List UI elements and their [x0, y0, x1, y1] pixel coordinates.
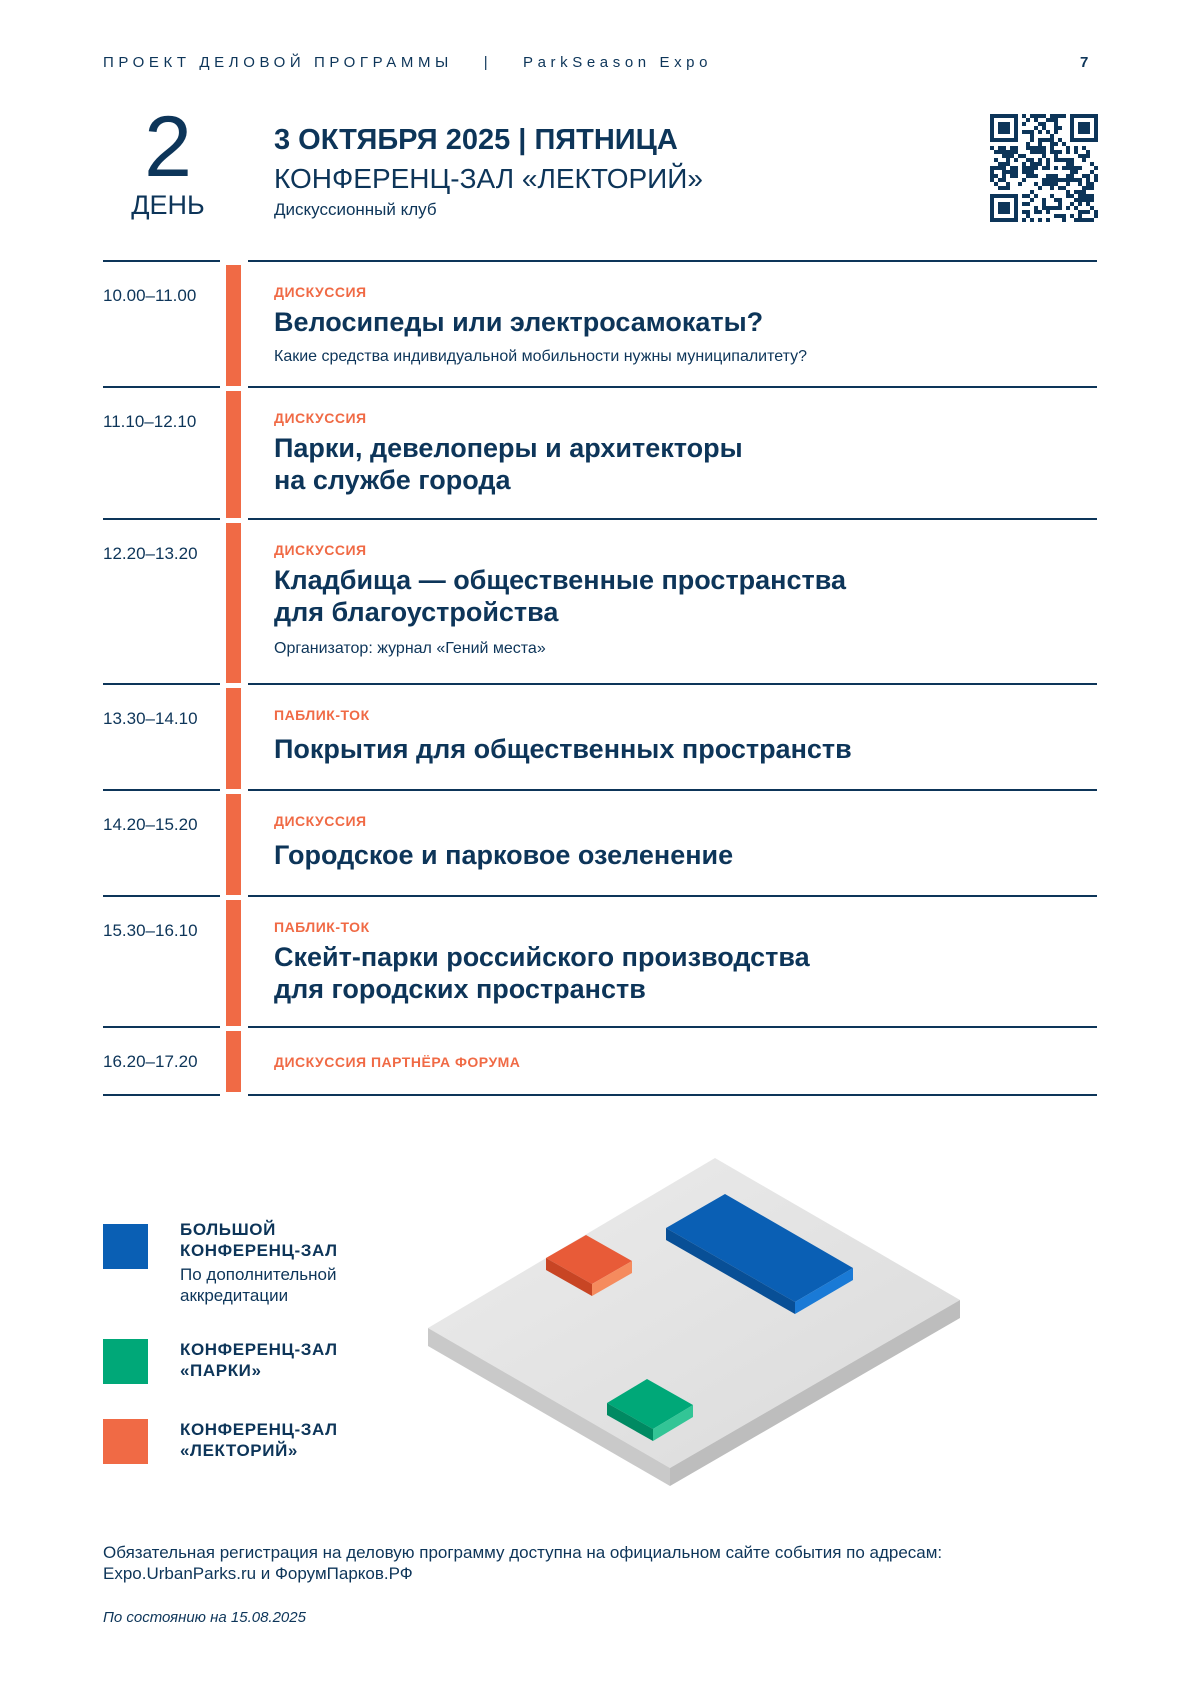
session-title: Велосипеды или электросамокаты? — [274, 307, 764, 337]
row-rule — [248, 683, 1097, 685]
legend-note-line: По дополнительной — [180, 1265, 337, 1284]
row-rule — [103, 386, 220, 388]
session-title — [274, 564, 1074, 628]
hall-title: КОНФЕРЕНЦ-ЗАЛ «ЛЕКТОРИЙ» — [274, 163, 703, 194]
accent-bar — [226, 523, 241, 683]
registration-line: Обязательная регистрация на деловую программу доступна на официальном сайте события по адресам: — [103, 1543, 943, 1562]
session-title-line: Парки, девелоперы и архитекторы — [274, 433, 743, 463]
session-title-line: Скейт-парки российского производства — [274, 942, 810, 972]
row-rule — [103, 260, 220, 262]
session-time: 15.30–16.10 — [103, 921, 198, 940]
session-title: Городское и парковое озеленение — [274, 840, 734, 870]
legend-label-line: КОНФЕРЕНЦ-ЗАЛ — [180, 1241, 338, 1260]
running-header — [103, 54, 712, 71]
legend-swatch-green — [103, 1339, 148, 1384]
row-rule — [248, 1026, 1097, 1028]
legend-swatch-orange — [103, 1419, 148, 1464]
row-rule — [103, 683, 220, 685]
legend-label-line: КОНФЕРЕНЦ-ЗАЛ — [180, 1420, 338, 1439]
session-tag: ПАБЛИК-ТОК — [274, 919, 370, 935]
session-time: 11.10–12.10 — [103, 412, 197, 431]
session-tag: ДИСКУССИЯ — [274, 284, 367, 300]
legend-label-parks — [180, 1339, 338, 1381]
qr-code — [990, 114, 1098, 222]
legend-label-lectorium — [180, 1419, 338, 1461]
session-title — [274, 941, 1074, 1005]
session-title-line: для городских пространств — [274, 974, 646, 1004]
session-time: 16.20–17.20 — [103, 1052, 198, 1071]
accent-bar — [226, 265, 241, 386]
registration-links: Expo.UrbanParks.ru и ФорумПарков.РФ — [103, 1564, 413, 1583]
day-number: 2 — [144, 99, 192, 195]
legend-note — [180, 1264, 336, 1306]
legend-label-big-hall — [180, 1219, 338, 1261]
venue-floor-plan — [420, 1150, 970, 1490]
row-rule — [248, 895, 1097, 897]
session-tag: ПАБЛИК-ТОК — [274, 707, 370, 723]
session-tag: ДИСКУССИЯ ПАРТНЁРА ФОРУМА — [274, 1054, 521, 1070]
day-word: ДЕНЬ — [131, 190, 205, 220]
session-time: 14.20–15.20 — [103, 815, 198, 834]
page-number: 7 — [1080, 54, 1089, 71]
header-program: ПРОЕКТ ДЕЛОВОЙ ПРОГРАММЫ — [103, 54, 453, 71]
session-title-line: для благоустройства — [274, 597, 559, 627]
row-rule — [248, 789, 1097, 791]
status-date: По состоянию на 15.08.2025 — [103, 1609, 306, 1626]
row-rule — [248, 260, 1097, 262]
session-time: 12.20–13.20 — [103, 544, 198, 563]
table-bottom-rule — [248, 1094, 1097, 1096]
accent-bar — [226, 391, 241, 518]
legend-label-line: «ЛЕКТОРИЙ» — [180, 1441, 298, 1460]
session-subtitle: Организатор: журнал «Гений места» — [274, 640, 546, 657]
legend-note-line: аккредитации — [180, 1286, 289, 1305]
accent-bar — [226, 794, 241, 895]
session-time: 13.30–14.10 — [103, 709, 198, 728]
floor-platform — [428, 1158, 960, 1486]
accent-bar — [226, 900, 241, 1026]
row-rule — [103, 518, 220, 520]
hall-subtitle: Дискуссионный клуб — [274, 200, 437, 219]
row-rule — [248, 386, 1097, 388]
legend-label-line: «ПАРКИ» — [180, 1361, 262, 1380]
session-title: Покрытия для общественных пространств — [274, 734, 852, 764]
row-rule — [103, 789, 220, 791]
row-rule — [103, 895, 220, 897]
registration-note — [103, 1542, 1083, 1584]
session-title-line: на службе города — [274, 465, 511, 495]
session-title — [274, 432, 1074, 496]
legend-label-line: БОЛЬШОЙ — [180, 1220, 276, 1239]
session-tag: ДИСКУССИЯ — [274, 410, 367, 426]
table-bottom-rule — [103, 1094, 220, 1096]
session-tag: ДИСКУССИЯ — [274, 542, 367, 558]
accent-bar — [226, 1031, 241, 1092]
accent-bar — [226, 688, 241, 789]
legend-label-line: КОНФЕРЕНЦ-ЗАЛ — [180, 1340, 338, 1359]
row-rule — [248, 518, 1097, 520]
header-separator: | — [483, 54, 493, 71]
date-title: 3 ОКТЯБРЯ 2025 | ПЯТНИЦА — [274, 124, 678, 156]
session-subtitle: Какие средства индивидуальной мобильности нужны муниципалитету? — [274, 348, 808, 365]
legend-swatch-blue — [103, 1224, 148, 1269]
session-time: 10.00–11.00 — [103, 286, 197, 305]
header-brand: ParkSeason Expo — [522, 54, 713, 71]
session-tag: ДИСКУССИЯ — [274, 813, 367, 829]
session-title-line: Кладбища — общественные пространства — [274, 565, 846, 595]
row-rule — [103, 1026, 220, 1028]
